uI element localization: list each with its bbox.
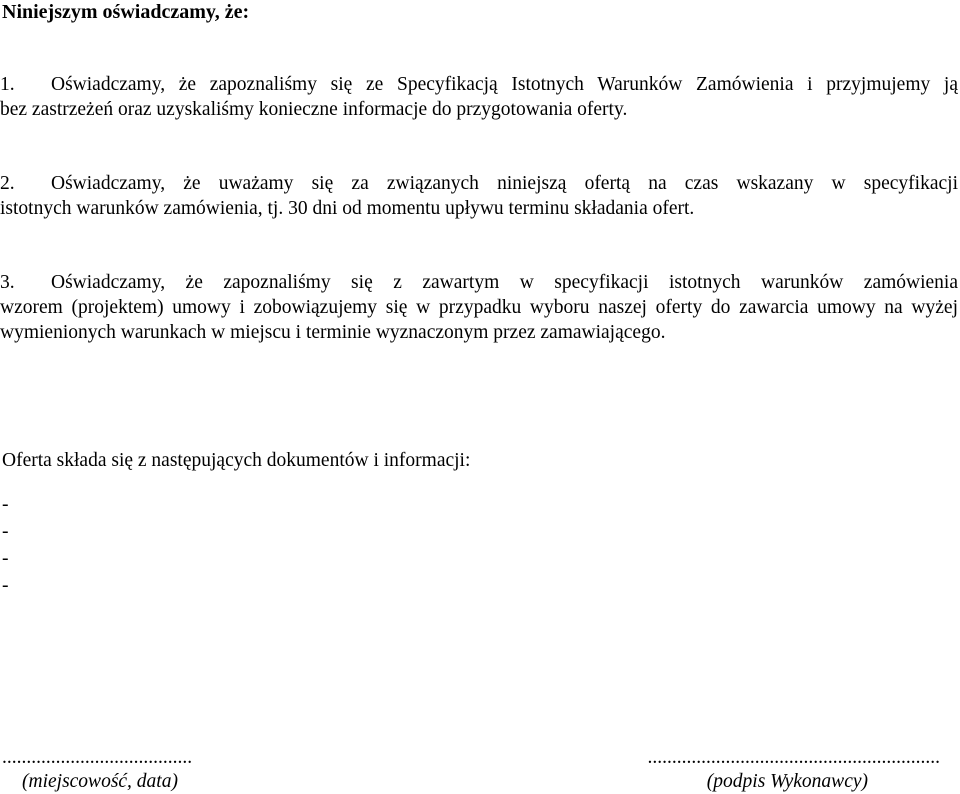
statement-3-first-line: [0, 270, 958, 295]
statement-3-number: 3.: [0, 272, 15, 293]
place-date-label: (miejscowość, data): [22, 771, 178, 792]
statement-1-text-rest: bez zastrzeżeń oraz uzyskaliśmy konieczne informacje do przygotowania oferty.: [0, 99, 628, 120]
statement-1-first-line: [0, 72, 958, 97]
statement-3-text-line1: Oświadczamy, że zapoznaliśmy się z zawartym w specyfikacji istotnych warunków zamówienia: [51, 272, 958, 293]
statement-3-text-rest: wzorem (projektem) umowy i zobowiązujemy się w przypadku wyboru naszej oferty do zawarcia umowy na wyżej wymienionych warunkach w miejscu i terminie wyznaczonym przez zamawiającego.: [0, 297, 958, 343]
document-item: -: [2, 494, 9, 515]
document-item: -: [2, 575, 9, 596]
place-date-line: .......................................: [2, 747, 193, 768]
document-item-list: [2, 491, 9, 599]
document-item: -: [2, 521, 9, 542]
statement-2: [0, 171, 958, 221]
statement-1: [0, 72, 958, 122]
declaration-heading: Niniejszym oświadczamy, że:: [2, 1, 250, 23]
offer-composition-label: Oferta składa się z następujących dokumentów i informacji:: [2, 450, 471, 471]
statement-1-text-line1: Oświadczamy, że zapoznaliśmy się ze Specyfikacją Istotnych Warunków Zamówienia i przyjmujemy ją: [51, 74, 958, 95]
statement-2-text-line1: Oświadczamy, że uważamy się za związanych niniejszą ofertą na czas wskazany w specyfikacji: [51, 173, 958, 194]
statement-1-number: 1.: [0, 74, 15, 95]
statement-2-first-line: [0, 171, 958, 196]
statement-2-number: 2.: [0, 173, 15, 194]
statement-2-text-rest: istotnych warunków zamówienia, tj. 30 dni od momentu upływu terminu składania ofert.: [0, 198, 695, 219]
statement-3: [0, 270, 958, 345]
signature-line: ............................................................: [647, 747, 940, 768]
contractor-signature-label: (podpis Wykonawcy): [706, 771, 868, 792]
document-item: -: [2, 548, 9, 569]
